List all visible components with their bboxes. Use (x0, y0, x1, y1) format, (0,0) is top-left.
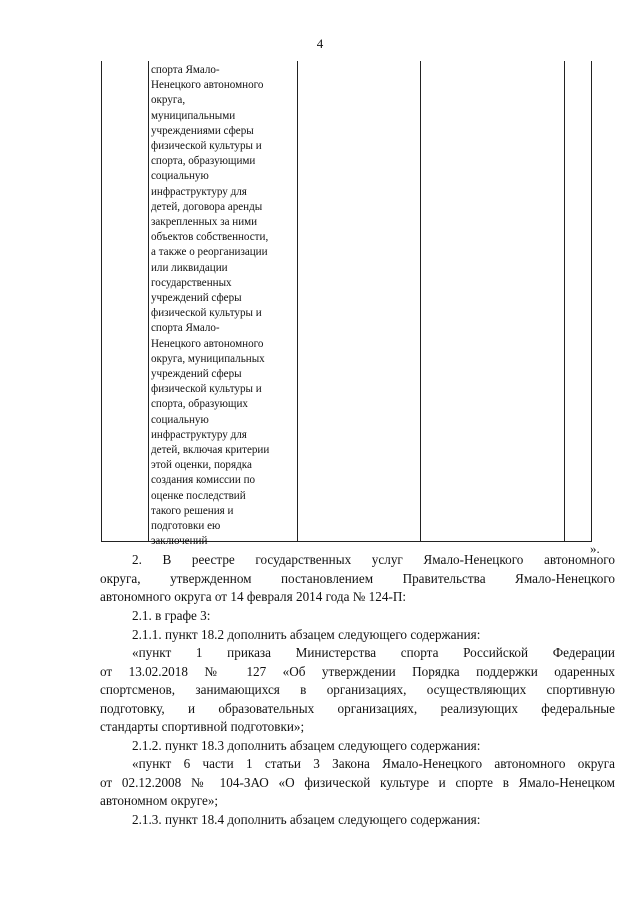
table-cell-line: учреждений сферы (151, 292, 242, 305)
text-line: автономного округа от 14 февраля 2014 года № 124-П: (100, 589, 407, 604)
text-line: округа, утвержденном постановлением Правительства Ямало-Ненецкого (100, 570, 615, 586)
table-cell-line: а также о реорганизации (151, 246, 268, 259)
table-cell-line: оценке последствий (151, 489, 246, 502)
table-cell-line: физической культуры и (151, 307, 262, 320)
table-cell-line: детей, договора аренды (151, 200, 263, 213)
column-separator (148, 61, 149, 541)
text-line: подготовку, и образовательных организациях, реализующих федеральные (100, 700, 615, 716)
paragraph-item-18-3: 2.1.2. пункт 18.3 дополнить абзацем следующего содержания: (132, 738, 481, 753)
table-cell-line: спорта, образующими (151, 155, 256, 168)
table-cell-text (151, 63, 301, 550)
column-separator (420, 61, 421, 541)
paragraph-registry (100, 551, 615, 607)
table-cell-line: заключений (151, 535, 208, 548)
table-cell-line: округа, (151, 94, 186, 107)
paragraph-column3: 2.1. в графе 3: (132, 608, 211, 623)
table-cell-line: объектов собственности, (151, 231, 269, 244)
table-cell-line: или ликвидации (151, 261, 228, 274)
closing-quote: ». (590, 541, 600, 556)
page-number: 4 (316, 36, 324, 51)
table-cell-line: подготовки ею (151, 520, 221, 533)
table-cell-line: учреждениями сферы (151, 124, 254, 137)
table-cell-line: социальную (151, 170, 209, 183)
table-cell-line: физической культуры и (151, 140, 262, 153)
table-cell-line: округа, муниципальных (151, 352, 265, 365)
table-cell-line: муниципальными (151, 109, 236, 122)
paragraph-item-18-4: 2.1.3. пункт 18.4 дополнить абзацем следующего содержания: (132, 812, 481, 827)
text-line: 2. В реестре государственных услуг Ямало-Ненецкого автономного (132, 552, 615, 567)
table-cell-line: государственных (151, 276, 232, 289)
table-cell-line: спорта Ямало- (151, 64, 220, 76)
table-cell-line: инфраструктуру для (151, 185, 247, 198)
table-cell-line: этой оценки, порядка (151, 459, 252, 472)
table-cell-line: учреждений сферы (151, 368, 242, 381)
text-line: «пункт 6 части 1 статьи 3 Закона Ямало-Ненецкого автономного округа (132, 756, 615, 771)
text-line: от 02.12.2008 № 104-ЗАО «О физической культуре и спорте в Ямало-Ненецком (100, 774, 615, 790)
table-cell-line: физической культуры и (151, 383, 262, 396)
table-cell-line: детей, включая критерии (151, 444, 270, 457)
text-line: стандарты спортивной подготовки»; (100, 719, 305, 734)
table-cell-line: Ненецкого автономного (151, 337, 264, 350)
text-line: от 13.02.2018 № 127 «Об утверждении Порядка поддержки одаренных (100, 663, 615, 679)
text-line: автономном округе»; (100, 793, 219, 808)
table-cell-line: закрепленных за ними (151, 216, 258, 229)
table-cell-line: создания комиссии по (151, 474, 256, 487)
table-cell-line: Ненецкого автономного (151, 79, 264, 92)
paragraph-quote-law-104 (100, 755, 615, 811)
table-cell-line: спорта, образующих (151, 398, 248, 411)
table-cell-line: такого решения и (151, 504, 234, 517)
table-cell-line: инфраструктуру для (151, 428, 247, 441)
paragraph-item-18-2: 2.1.1. пункт 18.2 дополнить абзацем следующего содержания: (132, 627, 481, 642)
table-cell-line: спорта Ямало- (151, 322, 220, 335)
paragraph-quote-order-127 (100, 644, 615, 737)
continuation-table (101, 61, 592, 548)
text-line: «пункт 1 приказа Министерства спорта Российской Федерации (132, 645, 615, 660)
text-line: спортсменов, занимающихся в организациях, осуществляющих спортивную (100, 682, 615, 697)
table-cell-line: социальную (151, 413, 209, 426)
column-separator (564, 61, 565, 541)
